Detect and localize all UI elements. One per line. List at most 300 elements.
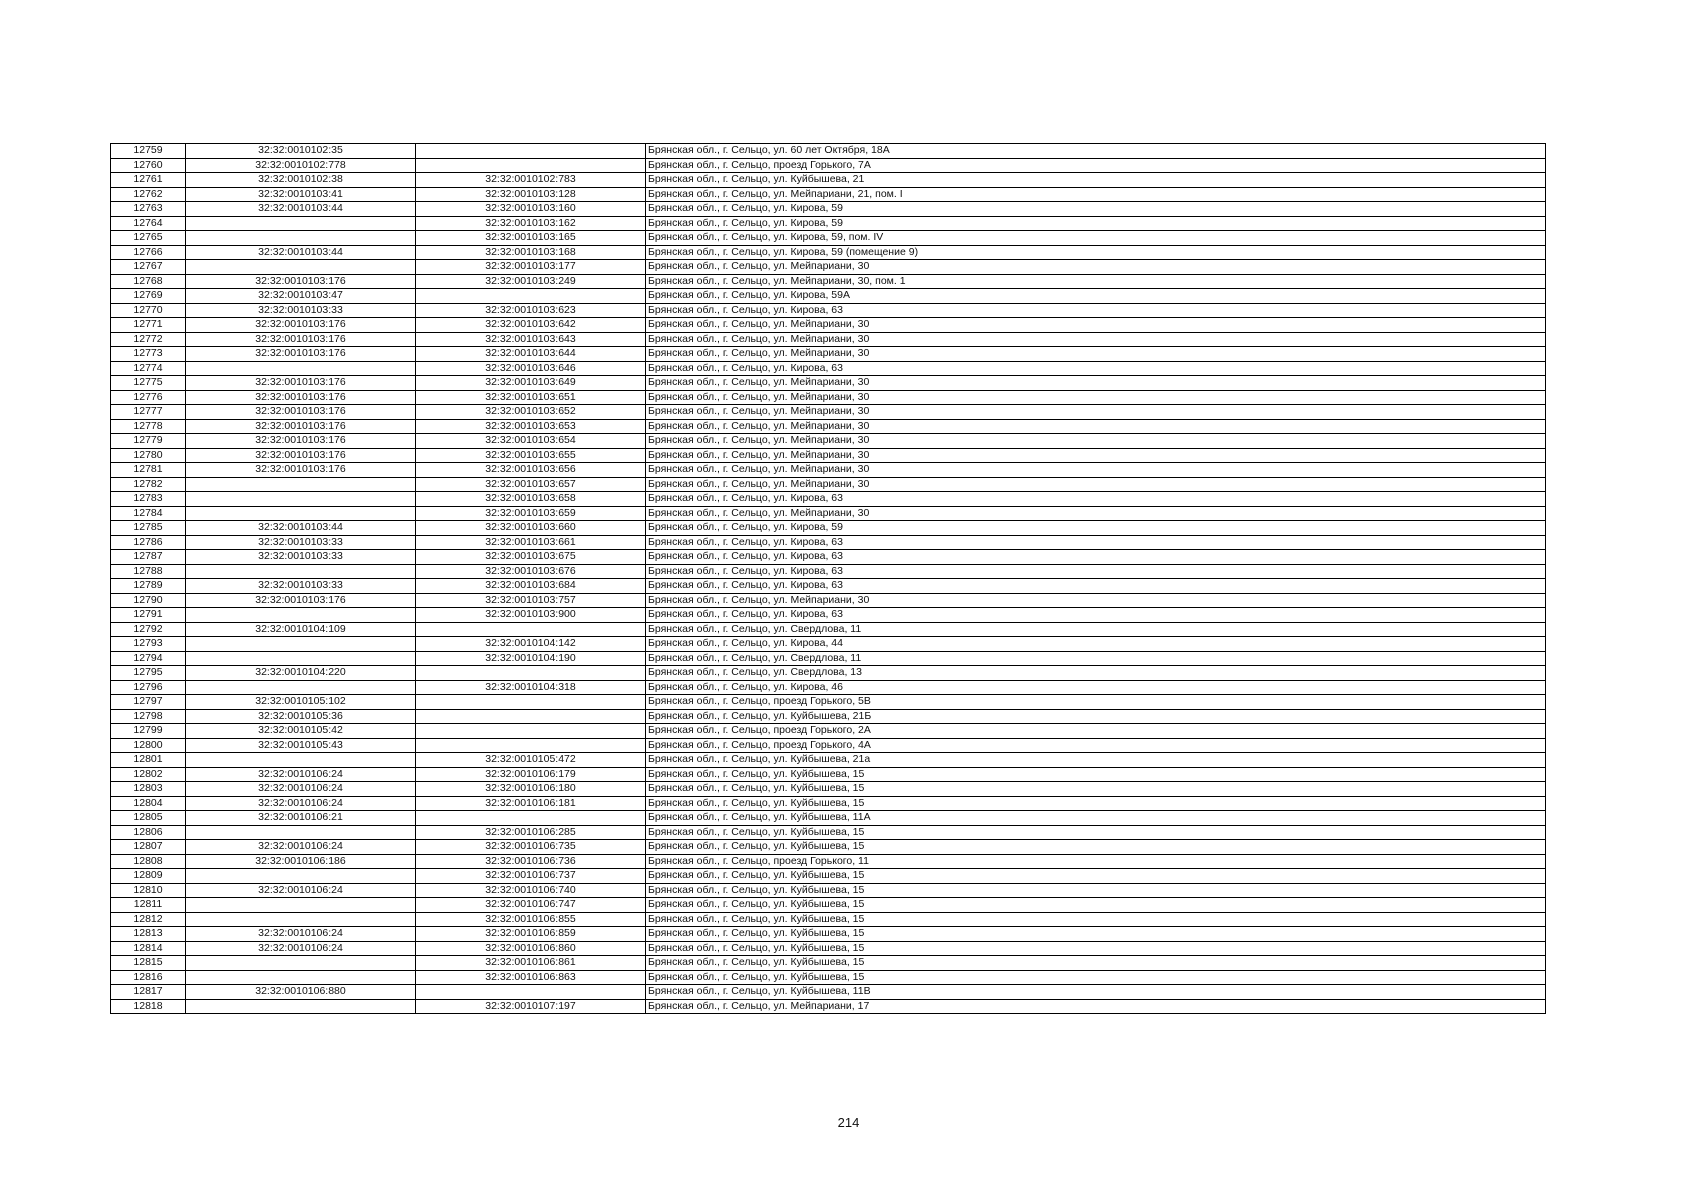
table-row <box>111 985 1546 1000</box>
row-number-cell: 12759 <box>111 144 186 159</box>
table-row <box>111 245 1546 260</box>
land-cadastral-number-cell <box>186 477 416 492</box>
land-cadastral-number-cell: 32:32:0010106:21 <box>186 811 416 826</box>
building-cadastral-number-cell: 32:32:0010106:861 <box>416 956 646 971</box>
address-cell: Брянская обл., г. Сельцо, проезд Горького, 11 <box>646 854 1546 869</box>
address-cell: Брянская обл., г. Сельцо, ул. Мейпариани, 30 <box>646 593 1546 608</box>
building-cadastral-number-cell: 32:32:0010106:179 <box>416 767 646 782</box>
building-cadastral-number-cell: 32:32:0010103:900 <box>416 608 646 623</box>
building-cadastral-number-cell: 32:32:0010106:735 <box>416 840 646 855</box>
building-cadastral-number-cell: 32:32:0010103:649 <box>416 376 646 391</box>
building-cadastral-number-cell: 32:32:0010103:165 <box>416 231 646 246</box>
address-cell: Брянская обл., г. Сельцо, ул. Куйбышева, 15 <box>646 796 1546 811</box>
land-cadastral-number-cell: 32:32:0010106:880 <box>186 985 416 1000</box>
address-cell: Брянская обл., г. Сельцо, ул. Мейпариани, 30 <box>646 448 1546 463</box>
row-number-cell: 12777 <box>111 405 186 420</box>
building-cadastral-number-cell <box>416 622 646 637</box>
row-number-cell: 12807 <box>111 840 186 855</box>
land-cadastral-number-cell: 32:32:0010102:778 <box>186 158 416 173</box>
address-cell: Брянская обл., г. Сельцо, ул. Куйбышева, 15 <box>646 941 1546 956</box>
row-number-cell: 12817 <box>111 985 186 1000</box>
building-cadastral-number-cell <box>416 738 646 753</box>
land-cadastral-number-cell <box>186 680 416 695</box>
table-row <box>111 724 1546 739</box>
land-cadastral-number-cell: 32:32:0010103:33 <box>186 535 416 550</box>
building-cadastral-number-cell: 32:32:0010103:643 <box>416 332 646 347</box>
table-row <box>111 999 1546 1014</box>
row-number-cell: 12768 <box>111 274 186 289</box>
land-cadastral-number-cell <box>186 970 416 985</box>
land-cadastral-number-cell <box>186 260 416 275</box>
land-cadastral-number-cell <box>186 506 416 521</box>
building-cadastral-number-cell: 32:32:0010106:740 <box>416 883 646 898</box>
table-row <box>111 173 1546 188</box>
building-cadastral-number-cell: 32:32:0010103:657 <box>416 477 646 492</box>
table-row <box>111 187 1546 202</box>
land-cadastral-number-cell: 32:32:0010103:41 <box>186 187 416 202</box>
row-number-cell: 12806 <box>111 825 186 840</box>
address-cell: Брянская обл., г. Сельцо, ул. Мейпариани, 30 <box>646 376 1546 391</box>
address-cell: Брянская обл., г. Сельцо, ул. Мейпариани, 30 <box>646 477 1546 492</box>
building-cadastral-number-cell <box>416 695 646 710</box>
land-cadastral-number-cell: 32:32:0010103:176 <box>186 434 416 449</box>
table-row <box>111 332 1546 347</box>
table-row <box>111 144 1546 159</box>
row-number-cell: 12813 <box>111 927 186 942</box>
row-number-cell: 12770 <box>111 303 186 318</box>
building-cadastral-number-cell: 32:32:0010103:757 <box>416 593 646 608</box>
building-cadastral-number-cell <box>416 289 646 304</box>
row-number-cell: 12818 <box>111 999 186 1014</box>
row-number-cell: 12791 <box>111 608 186 623</box>
table-row <box>111 738 1546 753</box>
row-number-cell: 12769 <box>111 289 186 304</box>
address-cell: Брянская обл., г. Сельцо, ул. Кирова, 63 <box>646 535 1546 550</box>
land-cadastral-number-cell: 32:32:0010102:38 <box>186 173 416 188</box>
building-cadastral-number-cell: 32:32:0010103:659 <box>416 506 646 521</box>
land-cadastral-number-cell <box>186 753 416 768</box>
row-number-cell: 12805 <box>111 811 186 826</box>
address-cell: Брянская обл., г. Сельцо, ул. Мейпариани, 30 <box>646 318 1546 333</box>
table-row <box>111 956 1546 971</box>
address-cell: Брянская обл., г. Сельцо, ул. Мейпариани, 17 <box>646 999 1546 1014</box>
table-row <box>111 825 1546 840</box>
row-number-cell: 12797 <box>111 695 186 710</box>
land-cadastral-number-cell: 32:32:0010105:43 <box>186 738 416 753</box>
row-number-cell: 12786 <box>111 535 186 550</box>
address-cell: Брянская обл., г. Сельцо, ул. Мейпариани, 21, пом. I <box>646 187 1546 202</box>
land-cadastral-number-cell: 32:32:0010103:44 <box>186 202 416 217</box>
row-number-cell: 12802 <box>111 767 186 782</box>
address-cell: Брянская обл., г. Сельцо, проезд Горького, 7А <box>646 158 1546 173</box>
table-row <box>111 840 1546 855</box>
land-cadastral-number-cell: 32:32:0010103:176 <box>186 332 416 347</box>
building-cadastral-number-cell: 32:32:0010103:642 <box>416 318 646 333</box>
address-cell: Брянская обл., г. Сельцо, ул. Куйбышева, 11А <box>646 811 1546 826</box>
row-number-cell: 12784 <box>111 506 186 521</box>
land-cadastral-number-cell <box>186 231 416 246</box>
building-cadastral-number-cell: 32:32:0010103:660 <box>416 521 646 536</box>
building-cadastral-number-cell: 32:32:0010103:656 <box>416 463 646 478</box>
row-number-cell: 12790 <box>111 593 186 608</box>
table-row <box>111 593 1546 608</box>
table-row <box>111 419 1546 434</box>
table-row <box>111 477 1546 492</box>
table-row <box>111 970 1546 985</box>
table-row <box>111 564 1546 579</box>
land-cadastral-number-cell: 32:32:0010106:24 <box>186 796 416 811</box>
table-row <box>111 869 1546 884</box>
row-number-cell: 12795 <box>111 666 186 681</box>
table-row <box>111 231 1546 246</box>
land-cadastral-number-cell <box>186 492 416 507</box>
table-row <box>111 898 1546 913</box>
address-cell: Брянская обл., г. Сельцо, проезд Горького, 4А <box>646 738 1546 753</box>
row-number-cell: 12814 <box>111 941 186 956</box>
row-number-cell: 12811 <box>111 898 186 913</box>
address-cell: Брянская обл., г. Сельцо, ул. Кирова, 59 <box>646 521 1546 536</box>
address-cell: Брянская обл., г. Сельцо, ул. Свердлова, 11 <box>646 651 1546 666</box>
row-number-cell: 12767 <box>111 260 186 275</box>
table-row <box>111 854 1546 869</box>
address-cell: Брянская обл., г. Сельцо, ул. Мейпариани, 30 <box>646 260 1546 275</box>
building-cadastral-number-cell: 32:32:0010103:623 <box>416 303 646 318</box>
address-cell: Брянская обл., г. Сельцо, ул. Куйбышева, 15 <box>646 956 1546 971</box>
table-row <box>111 622 1546 637</box>
building-cadastral-number-cell: 32:32:0010103:652 <box>416 405 646 420</box>
building-cadastral-number-cell: 32:32:0010103:646 <box>416 361 646 376</box>
address-cell: Брянская обл., г. Сельцо, ул. Кирова, 59 <box>646 202 1546 217</box>
building-cadastral-number-cell: 32:32:0010103:644 <box>416 347 646 362</box>
table-row <box>111 216 1546 231</box>
row-number-cell: 12782 <box>111 477 186 492</box>
table-row <box>111 767 1546 782</box>
row-number-cell: 12804 <box>111 796 186 811</box>
land-cadastral-number-cell: 32:32:0010106:24 <box>186 840 416 855</box>
building-cadastral-number-cell: 32:32:0010103:654 <box>416 434 646 449</box>
row-number-cell: 12773 <box>111 347 186 362</box>
registry-table-body <box>111 144 1546 1014</box>
building-cadastral-number-cell: 32:32:0010106:736 <box>416 854 646 869</box>
land-cadastral-number-cell <box>186 564 416 579</box>
address-cell: Брянская обл., г. Сельцо, ул. Кирова, 63 <box>646 564 1546 579</box>
address-cell: Брянская обл., г. Сельцо, проезд Горького, 2А <box>646 724 1546 739</box>
table-row <box>111 318 1546 333</box>
land-cadastral-number-cell: 32:32:0010103:176 <box>186 405 416 420</box>
address-cell: Брянская обл., г. Сельцо, ул. Куйбышева, 15 <box>646 825 1546 840</box>
land-cadastral-number-cell: 32:32:0010103:176 <box>186 390 416 405</box>
row-number-cell: 12760 <box>111 158 186 173</box>
row-number-cell: 12785 <box>111 521 186 536</box>
table-row <box>111 695 1546 710</box>
land-cadastral-number-cell: 32:32:0010104:109 <box>186 622 416 637</box>
row-number-cell: 12812 <box>111 912 186 927</box>
land-cadastral-number-cell: 32:32:0010103:176 <box>186 347 416 362</box>
building-cadastral-number-cell: 32:32:0010103:160 <box>416 202 646 217</box>
land-cadastral-number-cell: 32:32:0010103:47 <box>186 289 416 304</box>
land-cadastral-number-cell: 32:32:0010106:24 <box>186 767 416 782</box>
table-row <box>111 274 1546 289</box>
address-cell: Брянская обл., г. Сельцо, ул. Куйбышева, 21 <box>646 173 1546 188</box>
land-cadastral-number-cell: 32:32:0010103:176 <box>186 463 416 478</box>
row-number-cell: 12761 <box>111 173 186 188</box>
table-row <box>111 506 1546 521</box>
land-cadastral-number-cell: 32:32:0010102:35 <box>186 144 416 159</box>
building-cadastral-number-cell: 32:32:0010106:863 <box>416 970 646 985</box>
address-cell: Брянская обл., г. Сельцо, ул. Куйбышева, 15 <box>646 883 1546 898</box>
land-cadastral-number-cell <box>186 956 416 971</box>
table-row <box>111 796 1546 811</box>
address-cell: Брянская обл., г. Сельцо, ул. Кирова, 63 <box>646 361 1546 376</box>
building-cadastral-number-cell: 32:32:0010103:162 <box>416 216 646 231</box>
land-cadastral-number-cell: 32:32:0010103:44 <box>186 245 416 260</box>
row-number-cell: 12781 <box>111 463 186 478</box>
row-number-cell: 12763 <box>111 202 186 217</box>
table-row <box>111 405 1546 420</box>
address-cell: Брянская обл., г. Сельцо, проезд Горького, 5В <box>646 695 1546 710</box>
land-cadastral-number-cell: 32:32:0010103:176 <box>186 376 416 391</box>
address-cell: Брянская обл., г. Сельцо, ул. Кирова, 63 <box>646 550 1546 565</box>
table-row <box>111 651 1546 666</box>
land-cadastral-number-cell <box>186 898 416 913</box>
land-cadastral-number-cell: 32:32:0010103:33 <box>186 579 416 594</box>
row-number-cell: 12766 <box>111 245 186 260</box>
building-cadastral-number-cell: 32:32:0010103:658 <box>416 492 646 507</box>
land-cadastral-number-cell: 32:32:0010106:186 <box>186 854 416 869</box>
building-cadastral-number-cell: 32:32:0010106:747 <box>416 898 646 913</box>
row-number-cell: 12775 <box>111 376 186 391</box>
address-cell: Брянская обл., г. Сельцо, ул. Мейпариани, 30 <box>646 463 1546 478</box>
address-cell: Брянская обл., г. Сельцо, ул. Мейпариани, 30 <box>646 390 1546 405</box>
address-cell: Брянская обл., г. Сельцо, ул. Кирова, 44 <box>646 637 1546 652</box>
address-cell: Брянская обл., г. Сельцо, ул. Кирова, 63 <box>646 579 1546 594</box>
row-number-cell: 12789 <box>111 579 186 594</box>
address-cell: Брянская обл., г. Сельцо, ул. Кирова, 59, пом. IV <box>646 231 1546 246</box>
row-number-cell: 12796 <box>111 680 186 695</box>
row-number-cell: 12803 <box>111 782 186 797</box>
table-row <box>111 376 1546 391</box>
building-cadastral-number-cell: 32:32:0010103:684 <box>416 579 646 594</box>
building-cadastral-number-cell <box>416 811 646 826</box>
address-cell: Брянская обл., г. Сельцо, ул. Свердлова, 11 <box>646 622 1546 637</box>
building-cadastral-number-cell: 32:32:0010104:318 <box>416 680 646 695</box>
row-number-cell: 12783 <box>111 492 186 507</box>
table-row <box>111 637 1546 652</box>
land-cadastral-number-cell: 32:32:0010103:176 <box>186 448 416 463</box>
address-cell: Брянская обл., г. Сельцо, ул. Куйбышева, 15 <box>646 898 1546 913</box>
land-cadastral-number-cell: 32:32:0010103:176 <box>186 274 416 289</box>
building-cadastral-number-cell <box>416 158 646 173</box>
table-row <box>111 666 1546 681</box>
row-number-cell: 12771 <box>111 318 186 333</box>
row-number-cell: 12816 <box>111 970 186 985</box>
table-row <box>111 941 1546 956</box>
row-number-cell: 12779 <box>111 434 186 449</box>
land-cadastral-number-cell <box>186 999 416 1014</box>
address-cell: Брянская обл., г. Сельцо, ул. Мейпариани, 30 <box>646 434 1546 449</box>
table-row <box>111 158 1546 173</box>
land-cadastral-number-cell: 32:32:0010103:176 <box>186 593 416 608</box>
building-cadastral-number-cell: 32:32:0010102:783 <box>416 173 646 188</box>
land-cadastral-number-cell <box>186 912 416 927</box>
address-cell: Брянская обл., г. Сельцо, ул. Куйбышева, 15 <box>646 869 1546 884</box>
address-cell: Брянская обл., г. Сельцо, ул. Куйбышева, 11В <box>646 985 1546 1000</box>
address-cell: Брянская обл., г. Сельцо, ул. Кирова, 63 <box>646 492 1546 507</box>
land-cadastral-number-cell: 32:32:0010106:24 <box>186 927 416 942</box>
address-cell: Брянская обл., г. Сельцо, ул. Кирова, 63 <box>646 303 1546 318</box>
land-cadastral-number-cell <box>186 825 416 840</box>
building-cadastral-number-cell: 32:32:0010103:128 <box>416 187 646 202</box>
table-row <box>111 709 1546 724</box>
building-cadastral-number-cell: 32:32:0010103:655 <box>416 448 646 463</box>
table-row <box>111 303 1546 318</box>
building-cadastral-number-cell: 32:32:0010103:653 <box>416 419 646 434</box>
registry-table-container <box>110 143 1545 1014</box>
table-row <box>111 535 1546 550</box>
row-number-cell: 12780 <box>111 448 186 463</box>
row-number-cell: 12787 <box>111 550 186 565</box>
row-number-cell: 12815 <box>111 956 186 971</box>
land-cadastral-number-cell: 32:32:0010104:220 <box>186 666 416 681</box>
table-row <box>111 492 1546 507</box>
building-cadastral-number-cell: 32:32:0010106:180 <box>416 782 646 797</box>
land-cadastral-number-cell: 32:32:0010103:44 <box>186 521 416 536</box>
building-cadastral-number-cell: 32:32:0010106:737 <box>416 869 646 884</box>
table-row <box>111 521 1546 536</box>
building-cadastral-number-cell: 32:32:0010104:142 <box>416 637 646 652</box>
row-number-cell: 12810 <box>111 883 186 898</box>
address-cell: Брянская обл., г. Сельцо, ул. Куйбышева, 21а <box>646 753 1546 768</box>
land-cadastral-number-cell: 32:32:0010105:36 <box>186 709 416 724</box>
table-row <box>111 361 1546 376</box>
row-number-cell: 12762 <box>111 187 186 202</box>
row-number-cell: 12778 <box>111 419 186 434</box>
building-cadastral-number-cell: 32:32:0010105:472 <box>416 753 646 768</box>
building-cadastral-number-cell: 32:32:0010103:168 <box>416 245 646 260</box>
land-cadastral-number-cell: 32:32:0010103:33 <box>186 303 416 318</box>
land-cadastral-number-cell <box>186 637 416 652</box>
building-cadastral-number-cell <box>416 144 646 159</box>
land-cadastral-number-cell: 32:32:0010103:33 <box>186 550 416 565</box>
table-row <box>111 347 1546 362</box>
table-row <box>111 927 1546 942</box>
building-cadastral-number-cell: 32:32:0010103:177 <box>416 260 646 275</box>
address-cell: Брянская обл., г. Сельцо, ул. 60 лет Октября, 18А <box>646 144 1546 159</box>
row-number-cell: 12772 <box>111 332 186 347</box>
building-cadastral-number-cell: 32:32:0010107:197 <box>416 999 646 1014</box>
row-number-cell: 12788 <box>111 564 186 579</box>
land-cadastral-number-cell: 32:32:0010106:24 <box>186 883 416 898</box>
row-number-cell: 12776 <box>111 390 186 405</box>
address-cell: Брянская обл., г. Сельцо, ул. Кирова, 59 <box>646 216 1546 231</box>
building-cadastral-number-cell: 32:32:0010103:661 <box>416 535 646 550</box>
table-row <box>111 608 1546 623</box>
address-cell: Брянская обл., г. Сельцо, ул. Мейпариани, 30, пом. 1 <box>646 274 1546 289</box>
address-cell: Брянская обл., г. Сельцо, ул. Мейпариани, 30 <box>646 506 1546 521</box>
building-cadastral-number-cell: 32:32:0010103:651 <box>416 390 646 405</box>
address-cell: Брянская обл., г. Сельцо, ул. Кирова, 46 <box>646 680 1546 695</box>
row-number-cell: 12792 <box>111 622 186 637</box>
table-row <box>111 202 1546 217</box>
address-cell: Брянская обл., г. Сельцо, ул. Куйбышева, 15 <box>646 927 1546 942</box>
address-cell: Брянская обл., г. Сельцо, ул. Куйбышева, 15 <box>646 767 1546 782</box>
row-number-cell: 12793 <box>111 637 186 652</box>
row-number-cell: 12808 <box>111 854 186 869</box>
table-row <box>111 260 1546 275</box>
building-cadastral-number-cell: 32:32:0010103:676 <box>416 564 646 579</box>
building-cadastral-number-cell: 32:32:0010106:859 <box>416 927 646 942</box>
table-row <box>111 550 1546 565</box>
address-cell: Брянская обл., г. Сельцо, ул. Куйбышева, 21Б <box>646 709 1546 724</box>
row-number-cell: 12801 <box>111 753 186 768</box>
address-cell: Брянская обл., г. Сельцо, ул. Мейпариани, 30 <box>646 419 1546 434</box>
building-cadastral-number-cell: 32:32:0010103:249 <box>416 274 646 289</box>
table-row <box>111 289 1546 304</box>
row-number-cell: 12799 <box>111 724 186 739</box>
building-cadastral-number-cell: 32:32:0010106:855 <box>416 912 646 927</box>
land-cadastral-number-cell <box>186 651 416 666</box>
table-row <box>111 434 1546 449</box>
address-cell: Брянская обл., г. Сельцо, ул. Мейпариани, 30 <box>646 347 1546 362</box>
table-row <box>111 390 1546 405</box>
building-cadastral-number-cell: 32:32:0010106:860 <box>416 941 646 956</box>
table-row <box>111 579 1546 594</box>
row-number-cell: 12794 <box>111 651 186 666</box>
registry-table <box>110 143 1546 1014</box>
building-cadastral-number-cell: 32:32:0010103:675 <box>416 550 646 565</box>
address-cell: Брянская обл., г. Сельцо, ул. Куйбышева, 15 <box>646 840 1546 855</box>
row-number-cell: 12809 <box>111 869 186 884</box>
land-cadastral-number-cell: 32:32:0010103:176 <box>186 318 416 333</box>
address-cell: Брянская обл., г. Сельцо, ул. Мейпариани, 30 <box>646 405 1546 420</box>
land-cadastral-number-cell <box>186 216 416 231</box>
address-cell: Брянская обл., г. Сельцо, ул. Кирова, 59 (помещение 9) <box>646 245 1546 260</box>
land-cadastral-number-cell <box>186 608 416 623</box>
address-cell: Брянская обл., г. Сельцо, ул. Кирова, 63 <box>646 608 1546 623</box>
table-row <box>111 463 1546 478</box>
table-row <box>111 782 1546 797</box>
address-cell: Брянская обл., г. Сельцо, ул. Кирова, 59А <box>646 289 1546 304</box>
address-cell: Брянская обл., г. Сельцо, ул. Куйбышева, 15 <box>646 970 1546 985</box>
row-number-cell: 12765 <box>111 231 186 246</box>
address-cell: Брянская обл., г. Сельцо, ул. Мейпариани, 30 <box>646 332 1546 347</box>
row-number-cell: 12764 <box>111 216 186 231</box>
land-cadastral-number-cell: 32:32:0010103:176 <box>186 419 416 434</box>
table-row <box>111 912 1546 927</box>
table-row <box>111 753 1546 768</box>
address-cell: Брянская обл., г. Сельцо, ул. Куйбышева, 15 <box>646 912 1546 927</box>
row-number-cell: 12798 <box>111 709 186 724</box>
land-cadastral-number-cell: 32:32:0010106:24 <box>186 782 416 797</box>
building-cadastral-number-cell <box>416 666 646 681</box>
land-cadastral-number-cell: 32:32:0010106:24 <box>186 941 416 956</box>
land-cadastral-number-cell: 32:32:0010105:42 <box>186 724 416 739</box>
table-row <box>111 448 1546 463</box>
building-cadastral-number-cell <box>416 985 646 1000</box>
building-cadastral-number-cell <box>416 709 646 724</box>
address-cell: Брянская обл., г. Сельцо, ул. Свердлова, 13 <box>646 666 1546 681</box>
building-cadastral-number-cell: 32:32:0010104:190 <box>416 651 646 666</box>
land-cadastral-number-cell: 32:32:0010105:102 <box>186 695 416 710</box>
table-row <box>111 680 1546 695</box>
building-cadastral-number-cell: 32:32:0010106:181 <box>416 796 646 811</box>
land-cadastral-number-cell <box>186 869 416 884</box>
table-row <box>111 883 1546 898</box>
land-cadastral-number-cell <box>186 361 416 376</box>
page-number: 214 <box>837 1115 860 1130</box>
building-cadastral-number-cell <box>416 724 646 739</box>
table-row <box>111 811 1546 826</box>
